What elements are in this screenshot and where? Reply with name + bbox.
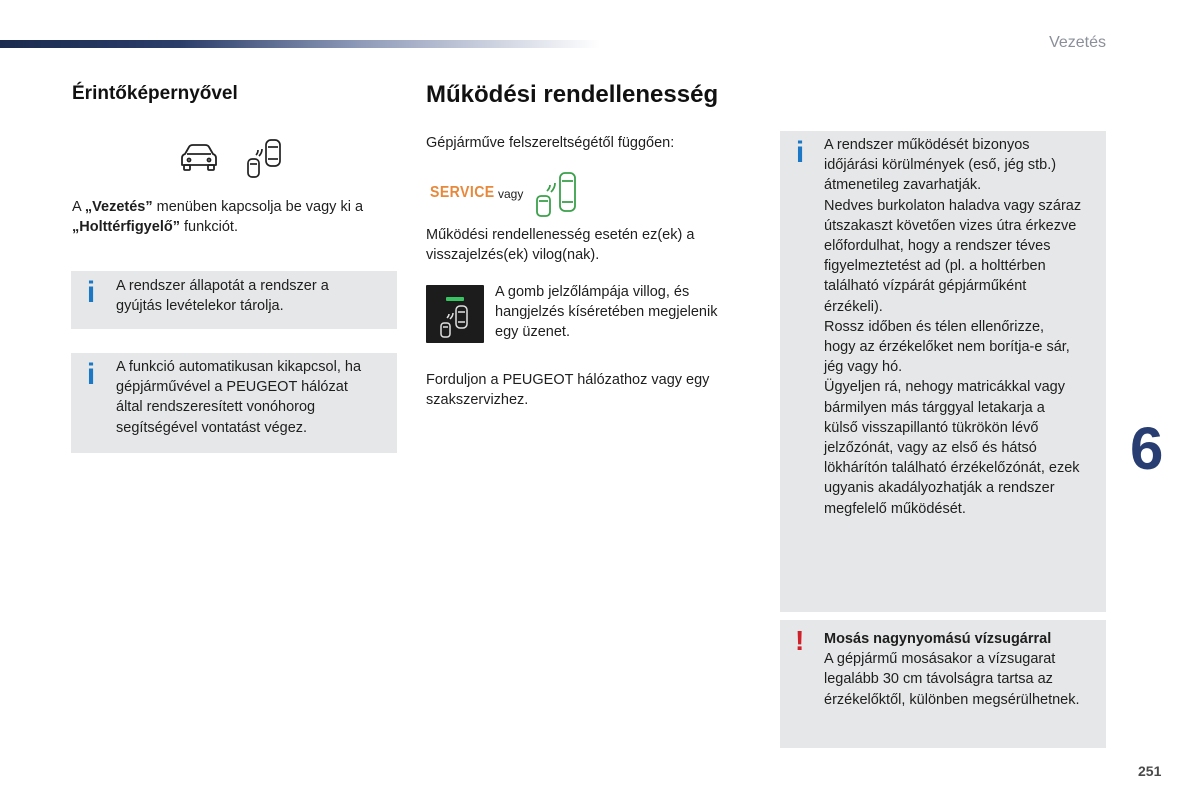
info-icon: i [86, 358, 96, 391]
middle-intro: Gépjárműve felszereltségétől függően: [426, 135, 675, 151]
warning-box-text: Mosás nagynyomású vízsugárral A gépjármű mosásakor a vízsugarat legalább 30 cm távolságra tartsa az érzékelőktől, különben megsérülhetnek. [824, 629, 1104, 710]
blind-spot-icon [244, 137, 286, 184]
middle-paragraph-4: Forduljon a PEUGEOT hálózathoz vagy egy szakszervizhez. [426, 372, 710, 409]
blind-spot-icon [437, 303, 473, 339]
blind-spot-button [426, 285, 484, 343]
header-gradient-bar [0, 40, 600, 48]
middle-paragraph-3: A gomb jelzőlámpája villog, és hangjelzés kíséretében megjelenik egy üzenet. [495, 284, 718, 341]
chapter-number: 6 [1130, 415, 1164, 482]
info-box-2-text: A funkció automatikusan kikapcsol, ha gépjárművével a PEUGEOT hálózat által rendszeresített vonóhorog segítségével vontatást végez. [116, 359, 362, 436]
info-box-1-text: A rendszer állapotát a rendszer a gyújtás levételekor tárolja. [116, 278, 329, 315]
left-heading: Érintőképernyővel [72, 83, 238, 104]
warning-title: Mosás nagynyomású vízsugárral [824, 631, 1052, 647]
info-box-3-text: A rendszer működését bizonyos időjárási körülmények (eső, jég stb.) átmenetileg zavarhatják. Nedves burkolaton haladva vagy száraz útszakaszt követően vizes útra érkezve előfordulhat, hogy a rendszer téves figyelmeztetést ad (pl. a holttérben található vízpárát gépjárműként érzékeli). Rossz időben és télen ellenőrizze, hogy az érzékelőket nem borítja-e sár, jég vagy hó. Ügyeljen rá, nehogy matricákkal vagy bármilyen más tárggyal letakarja a külső visszapillantó tükrökön lévő jelzőzónát, vagy az első és hátsó lökhárítón található érzékelőzónát, ezek ugyanis akadályozhatják a rendszer megfelelő működését. [824, 137, 1082, 517]
section-label: Vezetés [1049, 34, 1106, 51]
service-warning-lamp: SERVICE [430, 184, 495, 201]
info-icon: i [86, 276, 96, 309]
page-title: Működési rendellenesség [426, 81, 719, 108]
warning-icon: ! [795, 625, 805, 656]
middle-paragraph-2: Működési rendellenesség esetén ez(ek) a visszajelzés(ek) vilog(nak). [426, 227, 695, 264]
info-icon: i [795, 136, 805, 169]
or-label: vagy [498, 187, 524, 201]
blind-spot-warning-icon [532, 170, 582, 218]
page-number: 251 [1138, 763, 1162, 779]
button-led [446, 297, 464, 301]
left-paragraph: A „Vezetés” menüben kapcsolja be vagy ki a „Holttérfigyelő” funkciót. [72, 199, 364, 236]
